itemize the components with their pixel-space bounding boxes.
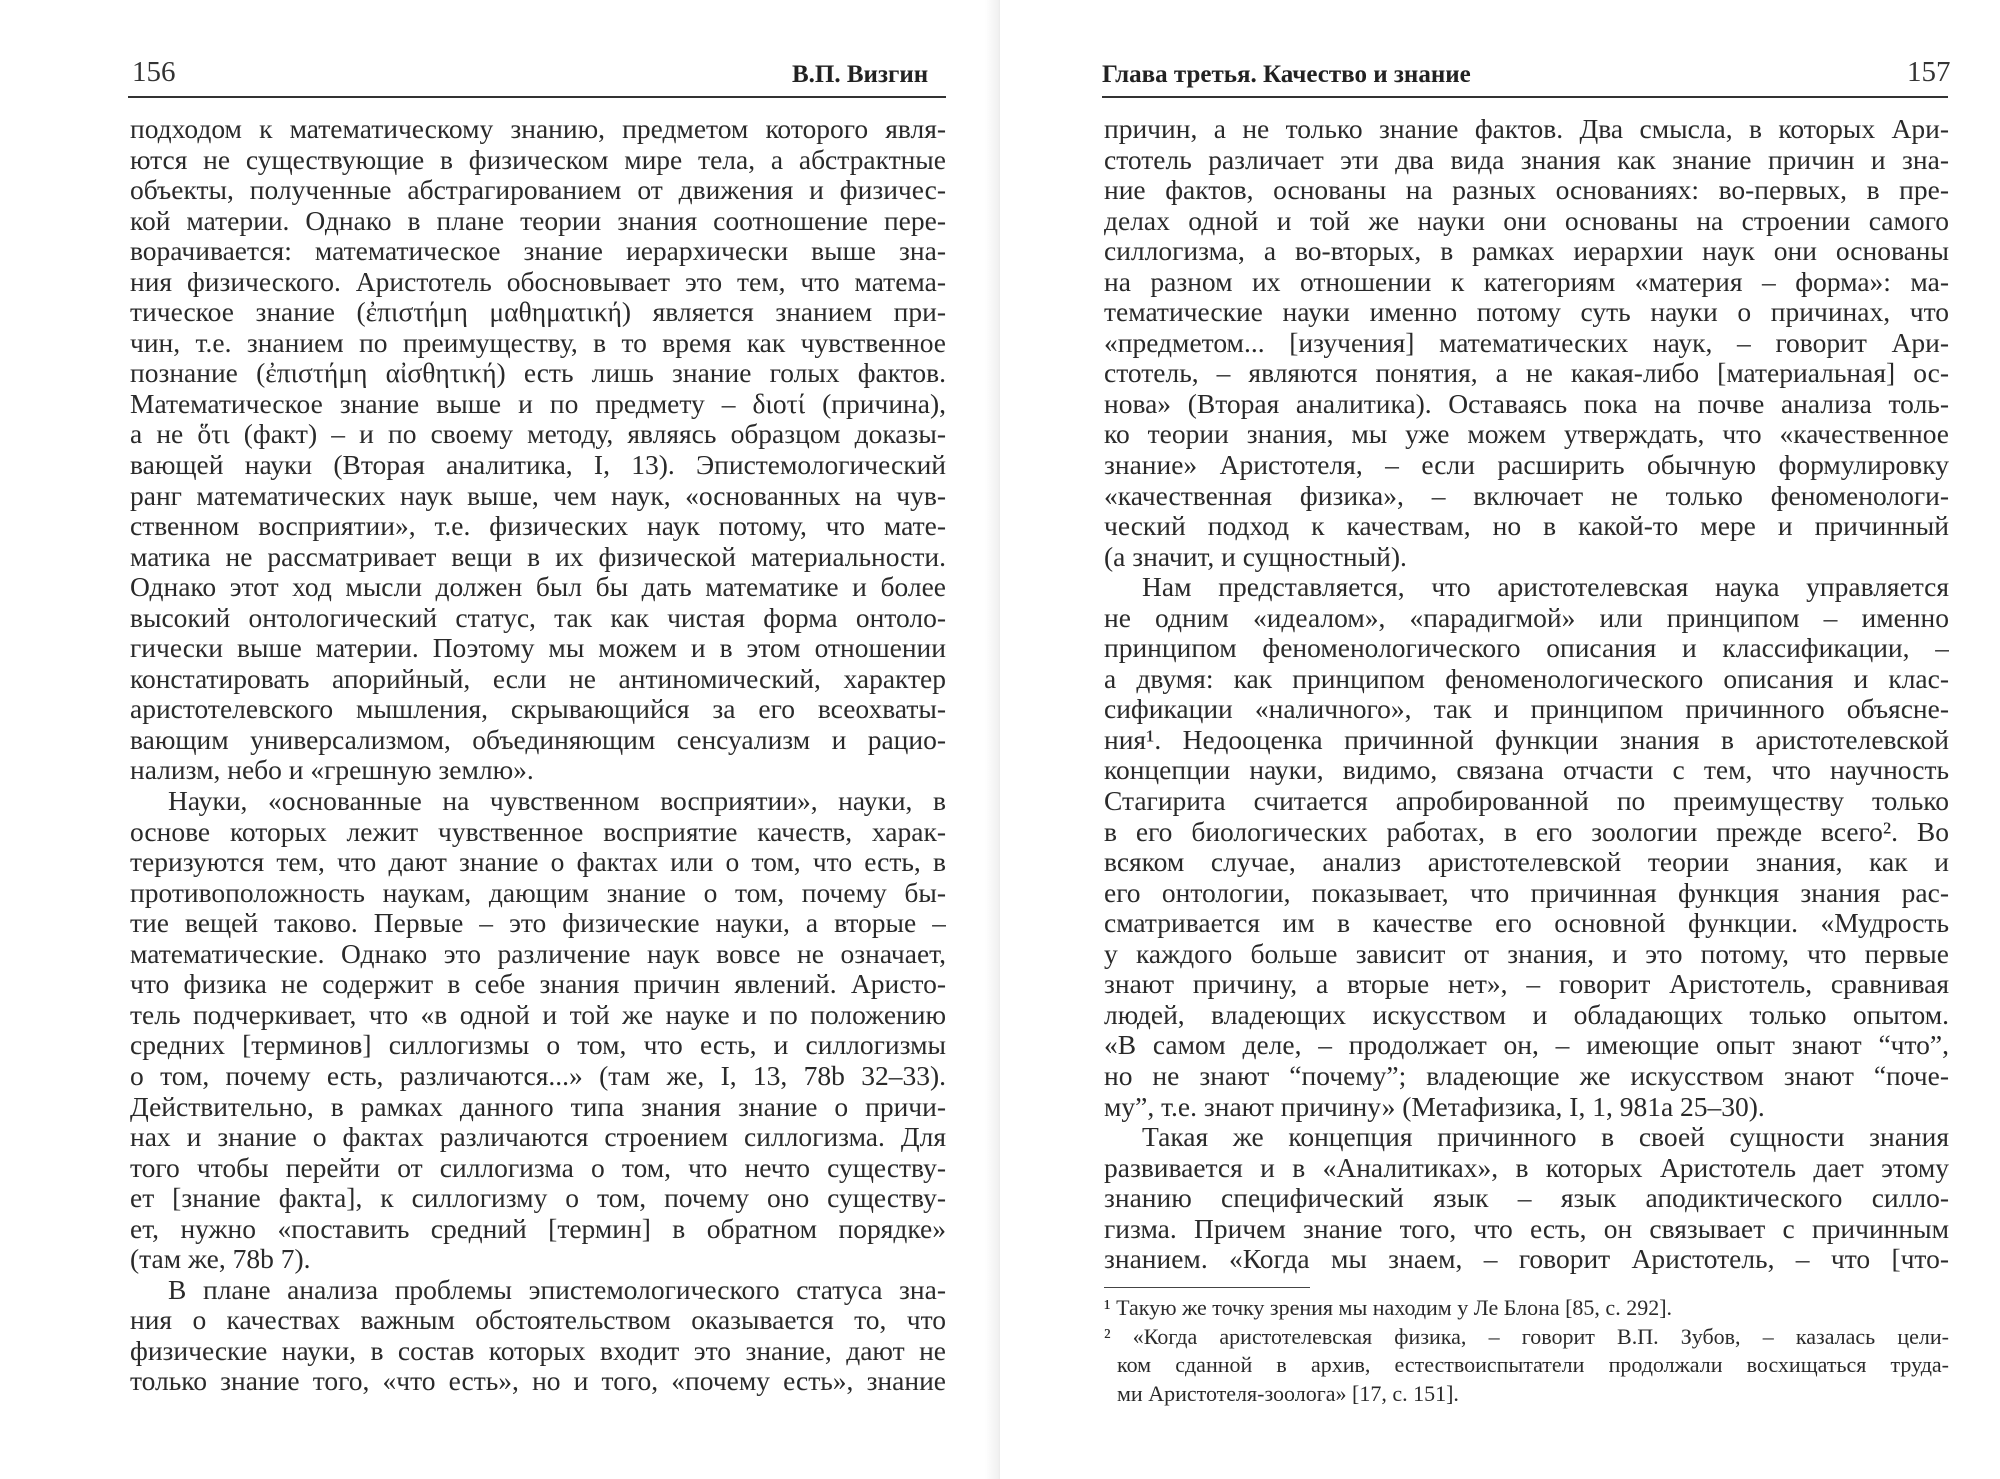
text-line: констатировать апорийный, если не антиномический, характер	[130, 663, 946, 694]
left-page-text	[130, 114, 946, 1397]
text-line: гизма. Причем знание того, что есть, он связывает с причинным	[1104, 1213, 1949, 1244]
text-line: Однако этот ход мысли должен был бы дать математике и более	[130, 572, 946, 603]
text-line: Стагирита считается апробированной по преимуществу только	[1104, 786, 1949, 817]
text-line: знанию специфический язык – язык аподиктического силло-	[1104, 1183, 1949, 1214]
text-line: Математическое знание выше и по предмету – διοτί (причина),	[130, 388, 946, 419]
text-line: тель подчеркивает, что «в одной и той же науке и по положению	[130, 999, 946, 1030]
text-line: знают причину, а вторые нет», – говорит Аристотель, сравнивая	[1104, 969, 1949, 1000]
text-line: (там же, 78b 7).	[130, 1244, 311, 1275]
text-line: делах одной и той же науки они основаны на строении самого	[1104, 205, 1949, 236]
text-line: объекты, полученные абстрагированием от движения и физичес-	[130, 175, 946, 206]
footnote-2-cont: ком сданной в архив, естествоиспытатели продолжали восхищаться труда-	[1117, 1352, 1949, 1377]
text-line: причин, а не только знание фактов. Два смысла, в которых Ари-	[1104, 114, 1949, 144]
text-line: его онтологии, показывает, что причинная функция знания рас-	[1104, 877, 1949, 908]
header-rule-left	[128, 96, 946, 98]
text-line: а не ὅτι (факт) – и по своему методу, являясь образцом доказы-	[130, 419, 946, 450]
text-line: а двумя: как принципом феноменологического описания и клас-	[1104, 663, 1949, 694]
text-line: развивается и в «Аналитиках», в которых Аристотель дает этому	[1104, 1152, 1949, 1183]
footnote-rule	[1104, 1287, 1310, 1288]
text-line: кой материи. Однако в плане теории знания соотношение пере-	[130, 205, 946, 236]
text-line: Такая же концепция причинного в своей сущности знания	[1142, 1122, 1949, 1153]
text-line: высокий онтологический статус, так как чистая форма онтоло-	[130, 602, 946, 633]
text-line: тематические науки именно потому суть науки о причинах, что	[1104, 297, 1949, 328]
page-number-right: 157	[1907, 56, 1951, 88]
text-line: гически выше материи. Поэтому мы можем и в этом отношении	[130, 633, 946, 664]
text-line: ет [знание факта], к силлогизму о том, почему оно существу-	[130, 1183, 946, 1214]
text-line: (а значит, и сущностный).	[1104, 541, 1407, 572]
text-line: знанием. «Когда мы знаем, – говорит Аристотель, – что [что-	[1104, 1244, 1949, 1275]
text-line: что физика не содержит в себе знания причин явлений. Аристо-	[130, 969, 946, 1000]
text-line: Действительно, в рамках данного типа знания знание о причи-	[130, 1091, 946, 1122]
text-line: знание» Аристотеля, – если расширить обычную формулировку	[1104, 450, 1949, 481]
text-line: ческий подход к качествам, но в какой-то мере и причинный	[1104, 511, 1949, 542]
text-line: не одним «идеалом», «парадигмой» или принципом – именно	[1104, 602, 1949, 633]
text-line: математические. Однако это различение наук вовсе не означает,	[130, 938, 946, 969]
text-line: тие вещей таково. Первые – это физические науки, а вторые –	[130, 908, 946, 939]
text-line: средних [терминов] силлогизмы о том, что есть, и силлогизмы	[130, 1030, 946, 1061]
text-line: стотель различает эти два вида знания как знание причин и зна-	[1104, 144, 1949, 175]
text-line: у каждого больше зависит от знания, и это потому, что первые	[1104, 938, 1949, 969]
text-line: но не знают “почему”; владеющие же искусством знают “поче-	[1104, 1060, 1949, 1091]
right-page-text	[1104, 114, 1949, 1275]
text-line: тическое знание (ἐπιστήμη μαθηματική) является знанием при-	[130, 297, 946, 328]
text-line: сматривается им в качестве его основной функции. «Мудрость	[1104, 908, 1949, 939]
text-line: Нам представляется, что аристотелевская наука управляется	[1142, 572, 1949, 603]
text-line: ние фактов, основаны на разных основаниях: во-первых, в пре-	[1104, 175, 1949, 206]
text-line: ются не существующие в физическом мире тела, а абстрактные	[130, 144, 946, 175]
text-line: ния¹. Недооценка причинной функции знания в аристотелевской	[1104, 724, 1949, 755]
text-line: силлогизма, а во-вторых, в рамках иерархии наук они основаны	[1104, 236, 1949, 267]
text-line: того чтобы перейти от силлогизма о том, что нечто существу-	[130, 1152, 946, 1183]
running-head-author: В.П. Визгин	[792, 61, 929, 88]
text-line: «качественная физика», – включает не только феноменологи-	[1104, 480, 1949, 511]
text-line: стотель, – являются понятия, а не какая-либо [материальная] ос-	[1104, 358, 1949, 389]
text-line: подходом к математическому знанию, предметом которого явля-	[130, 114, 946, 144]
header-rule-right	[1102, 96, 1948, 98]
text-line: му”, т.е. знают причину» (Метафизика, I, 1, 981а 25–30).	[1104, 1091, 1765, 1122]
right-page	[1000, 0, 2000, 1479]
text-line: концепции науки, видимо, связана отчасти с тем, что научность	[1104, 755, 1949, 786]
text-line: в его биологических работах, в его зоологии прежде всего². Во	[1104, 816, 1949, 847]
footnote-2: ² «Когда аристотелевская физика, – говорит В.П. Зубов, – казалась цели-	[1104, 1323, 1949, 1349]
text-line: матика не рассматривает вещи в их физической материальности.	[130, 541, 946, 572]
text-line: только знание того, «что есть», но и того, «почему есть», знание	[130, 1366, 946, 1397]
text-line: нализм, небо и «грешную землю».	[130, 755, 534, 786]
text-line: ния о качествах важным обстоятельством оказывается то, что	[130, 1305, 946, 1336]
text-line: вающей науки (Вторая аналитика, I, 13). Эпистемологический	[130, 450, 946, 481]
text-line: нова» (Вторая аналитика). Оставаясь пока на почве анализа толь-	[1104, 388, 1949, 419]
text-line: «В самом деле, – продолжает он, – имеющие опыт знают “что”,	[1104, 1030, 1949, 1061]
text-line: людей, владеющих искусством и обладающих только опытом.	[1104, 999, 1949, 1030]
text-line: противоположность наукам, дающим знание о том, почему бы-	[130, 877, 946, 908]
text-line: ния физического. Аристотель обосновывает это тем, что матема-	[130, 266, 946, 297]
footnotes	[1104, 1294, 1949, 1408]
page-number-left: 156	[132, 56, 176, 88]
text-line: физические науки, в состав которых входит это знание, дают не	[130, 1335, 946, 1366]
text-line: всяком случае, анализ аристотелевской теории знания, как и	[1104, 847, 1949, 878]
text-line: «предметом... [изучения] математических наук, – говорит Ари-	[1104, 327, 1949, 358]
text-line: ворачивается: математическое знание иерархически выше зна-	[130, 236, 946, 267]
text-line: принципом феноменологического описания и классификации, –	[1104, 633, 1949, 664]
text-line: на разном их отношении к категориям «материя – форма»: ма-	[1104, 266, 1949, 297]
text-line: о том, почему есть, различаются...» (там же, I, 13, 78b 32–33).	[130, 1060, 946, 1091]
text-line: ко теории знания, мы уже можем утверждать, что «качественное	[1104, 419, 1949, 450]
text-line: сификации «наличного», так и принципом причинного объясне-	[1104, 694, 1949, 725]
running-head-chapter: Глава третья. Качество и знание	[1102, 61, 1471, 88]
text-line: познание (ἐπιστήμη αἰσθητική) есть лишь знание голых фактов.	[130, 358, 946, 389]
text-line: основе которых лежит чувственное восприятие качеств, харак-	[130, 816, 946, 847]
text-line: аристотелевского мышления, скрывающийся за его всеохваты-	[130, 694, 946, 725]
footnote-1: ¹ Такую же точку зрения мы находим у Ле Блона [85, с. 292].	[1104, 1295, 1673, 1320]
text-line: ранг математических наук выше, чем наук, «основанных на чув-	[130, 480, 946, 511]
footnote-2-cont: ми Аристотеля-зоолога» [17, с. 151].	[1117, 1380, 1459, 1406]
text-line: чин, т.е. знанием по преимуществу, в то время как чувственное	[130, 327, 946, 358]
text-line: теризуются тем, что дают знание о фактах или о том, что есть, в	[130, 847, 946, 878]
text-line: ственном восприятии», т.е. физических наук потому, что мате-	[130, 511, 946, 542]
text-line: вающим универсализмом, объединяющим сенсуализм и рацио-	[130, 724, 946, 755]
text-line: В плане анализа проблемы эпистемологического статуса зна-	[168, 1274, 946, 1305]
text-line: нах и знание о фактах различаются строением силлогизма. Для	[130, 1122, 946, 1153]
text-line: Науки, «основанные на чувственном восприятии», науки, в	[168, 786, 946, 817]
text-line: ет, нужно «поставить средний [термин] в обратном порядке»	[130, 1213, 946, 1244]
